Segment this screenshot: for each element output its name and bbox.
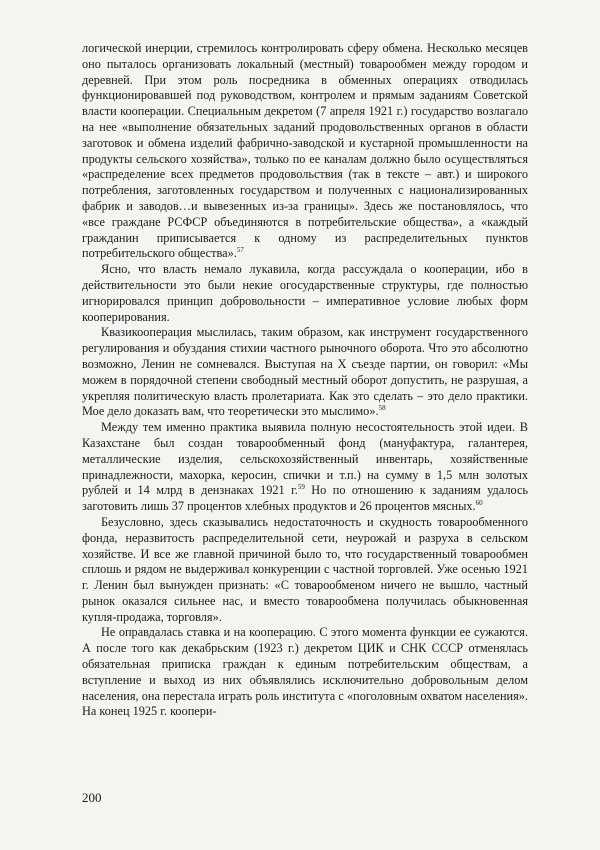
paragraph xyxy=(82,262,528,325)
body-text xyxy=(82,41,528,720)
paragraph-text: Между тем именно практика выявила полную несостоятельность этой идеи. В Казахстане был создан товарообменный фонд (мануфактура, галантерея, металлические изделия, сельскохозяйственный инвентарь, хозяйственные принадлежности, махорка, керосин, спички и т.п.) на сумму в 1,5 млн золотых рублей и 14 млрд в дензнаках 1921 г. xyxy=(82,420,528,498)
paragraph xyxy=(82,325,528,420)
paragraph-text: логической инерции, стремилось контролировать сферу обмена. Несколько месяцев оно пыталось организовать локальный (местный) товарообмен между городом и деревней. При этом роль посредника в обменных операциях отводилась функционировавшей под руководством, контролем и прямым заданиям Советской власти кооперации. Специальным декретом (7 апреля 1921 г.) государство возлагало на нее «выполнение обязательных заданий продовольственных органов в области заготовок и обмена изделий фабрично-заводской и кустарной промышленности на продукты сельского хозяйства», только по ее каналам должно было осуществляться «распределение всех предметов продовольствия (так в тексте – авт.) и широкого потребления, заготовленных государством и полученных с национализированных фабрик и заводов…и вывезенных из-за границы». Здесь же постановлялось, что «все граждане РСФСР объединяются в потребительские общества», а «каждый гражданин приписывается к одному из распределительных пунктов потребительского общества». xyxy=(82,41,528,261)
paragraph-text: Квазикооперация мыслилась, таким образом, как инструмент государственного регулирования и обуздания стихии частного рыночного оборота. Что это абсолютно возможно, Ленин не сомневался. Выступая на X съезде партии, он говорил: «Мы можем в порядочной степени свободный местный оборот допустить, не разрушая, а укрепляя политическую власть пролетариата. Как это сделать – это дело практики. Мое дело доказать вам, что теоретически это мыслимо». xyxy=(82,325,528,419)
paragraph-text: Не оправдалась ставка и на кооперацию. С этого момента функции ее сужаются. А после того как декабрьским (1923 г.) декретом ЦИК и СНК СССР отменялась обязательная приписка граждан к единым потребительским обществам, а вступление и выход из них объявлялись исключительно добровольным делом населения, она перестала играть роль института с «поголовным охватом населения». На конец 1925 г. коопери- xyxy=(82,625,528,719)
paragraph xyxy=(82,41,528,262)
footnote-ref: 58 xyxy=(378,404,386,413)
page-number: 200 xyxy=(82,790,102,805)
paragraph xyxy=(82,420,528,515)
footnote-ref: 59 xyxy=(297,483,305,492)
paragraph-text: Безусловно, здесь сказывались недостаточность и скудность товарообменного фонда, неразвитость распределительной сети, неурожай и разруха в сельском хозяйстве. И все же главной причиной было то, что государственный товарообмен сплошь и рядом не выдерживал конкуренции с частной торговлей. Уже осенью 1921 г. Ленин был вынужден признать: «С товарообменом ничего не вышло, частный рынок оказался сильнее нас, и вместо товарообмена получилась обыкновенная купля-продажа, торговля». xyxy=(82,514,528,624)
paragraph xyxy=(82,515,528,626)
footnote-ref: 57 xyxy=(236,246,244,255)
paragraph-text-tail: Но по отношению к заданиям удалось заготовить лишь 37 процентов хлебных продуктов и 26 процентов мясных. xyxy=(82,483,529,514)
paragraph-text: Ясно, что власть немало лукавила, когда рассуждала о кооперации, ибо в действительности это были некие огосударственные структуры, где полностью игнорировался принцип добровольности – императивное условие любых форм кооперирования. xyxy=(82,262,528,324)
footnote-ref: 60 xyxy=(475,499,483,508)
paragraph xyxy=(82,625,528,720)
